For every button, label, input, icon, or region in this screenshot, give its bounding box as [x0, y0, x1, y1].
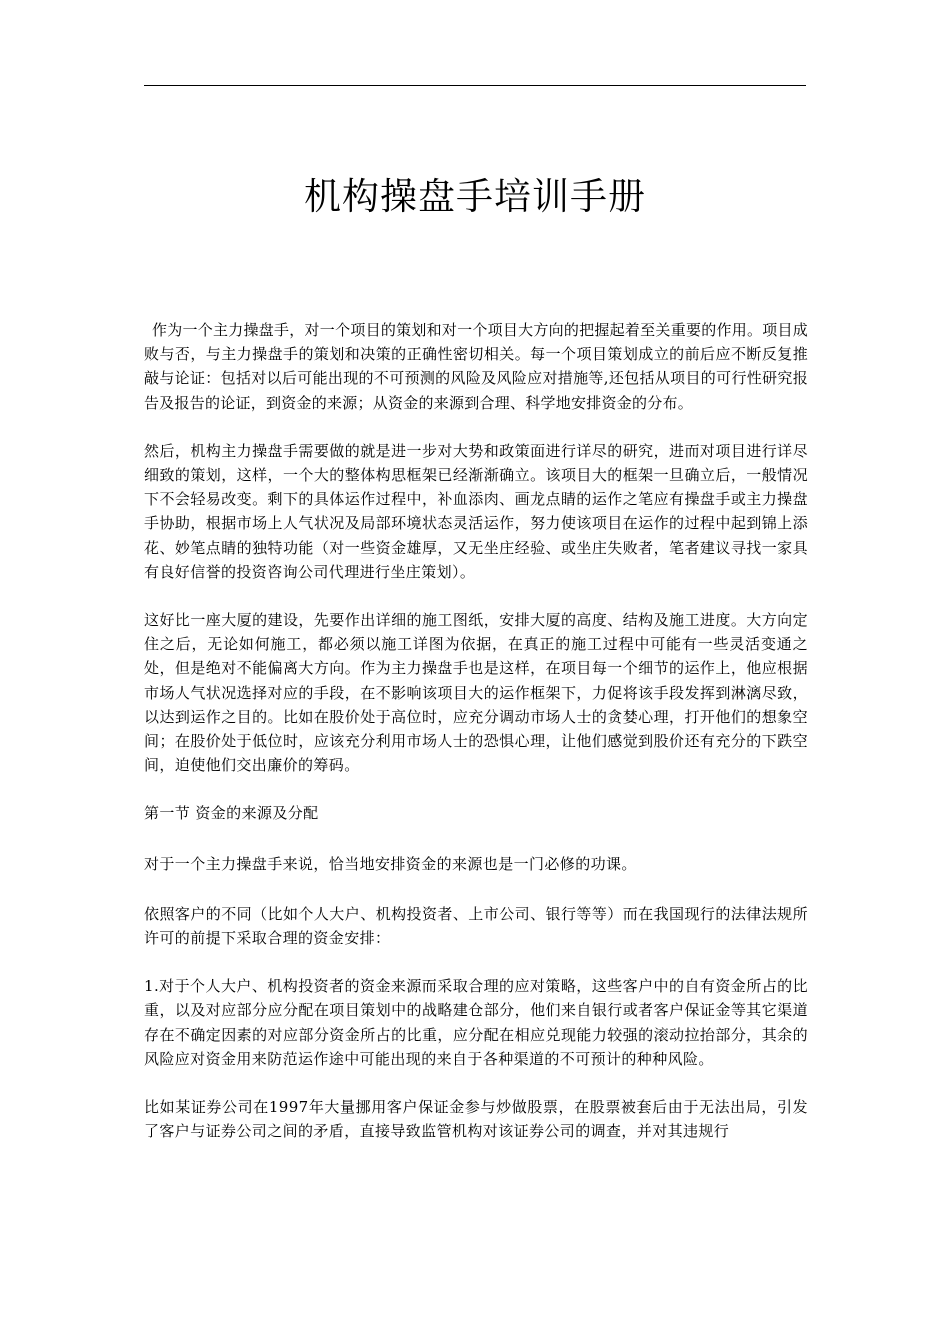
section-heading: 第一节 资金的来源及分配	[144, 804, 319, 823]
paragraph-capital-arrangement: 对于一个主力操盘手来说，恰当地安排资金的来源也是一门必修的功课。	[144, 854, 637, 873]
paragraph-client-types: 依照客户的不同（比如个人大户、机构投资者、上市公司、银行等等）而在我国现行的法律法规所许可的前提下采取合理的资金安排：	[144, 904, 808, 948]
document-title: 机构操盘手培训手册	[304, 175, 646, 218]
paragraph-intro: 作为一个主力操盘手，对一个项目的策划和对一个项目大方向的把握起着至关重要的作用。项目成败与否，与主力操盘手的策划和决策的正确性密切相关。每一个项目策划成立的前后应不断反复推敲与论证：包括对以后可能出现的不可预测的风险及风险应对措施等,还包括从项目的可行性研究报告及报告的论证，到资金的来源；从资金的来源到合理、科学地安排资金的分布。	[144, 321, 808, 412]
paragraph-example: 比如某证券公司在1997年大量挪用客户保证金参与炒做股票，在股票被套后由于无法出局，引发了客户与证券公司之间的矛盾，直接导致监管机构对该证券公司的调查，并对其违规行	[144, 1098, 808, 1141]
paragraph-item-1: 1.对于个人大户、机构投资者的资金来源而采取合理的应对策略，这些客户中的自有资金所占的比重，以及对应部分应分配在项目策划中的战略建仓部分，他们来自银行或者客户保证金等其它渠道存在不确定因素的对应部分资金所占的比重，应分配在相应兑现能力较强的滚动拉抬部分，其余的风险应对资金用来防范运作途中可能出现的来自于各种渠道的不可预计的种种风险。	[144, 977, 808, 1068]
paragraph-planning: 然后，机构主力操盘手需要做的就是进一步对大势和政策面进行详尽的研究，进而对项目进行详尽细致的策划，这样，一个大的整体构思框架已经渐渐确立。该项目大的框架一旦确立后，一般情况下不会轻易改变。剩下的具体运作过程中，补血添肉、画龙点睛的运作之笔应有操盘手或主力操盘手协助，根据市场上人气状况及局部环境状态灵活运作，努力使该项目在运作的过程中起到锦上添花、妙笔点睛的独特功能（对一些资金雄厚，又无坐庄经验、或坐庄失败者，笔者建议寻找一家具有良好信誉的投资咨询公司代理进行坐庄策划）。	[144, 441, 808, 581]
header-rule	[144, 85, 806, 86]
paragraph-building-analogy: 这好比一座大厦的建设，先要作出详细的施工图纸，安排大厦的高度、结构及施工进度。大方向定住之后，无论如何施工，都必须以施工详图为依据，在真正的施工过程中可能有一些灵活变通之处，但是绝对不能偏离大方向。作为主力操盘手也是这样，在项目每一个细节的运作上，他应根据市场人气状况选择对应的手段，在不影响该项目大的运作框架下，力促将该手段发挥到淋漓尽致，以达到运作之目的。比如在股价处于高位时，应充分调动市场人士的贪婪心理，打开他们的想象空间；在股价处于低位时，应该充分利用市场人士的恐惧心理，让他们感觉到股价还有充分的下跌空间，迫使他们交出廉价的筹码。	[144, 611, 808, 775]
document-body	[144, 318, 808, 1167]
